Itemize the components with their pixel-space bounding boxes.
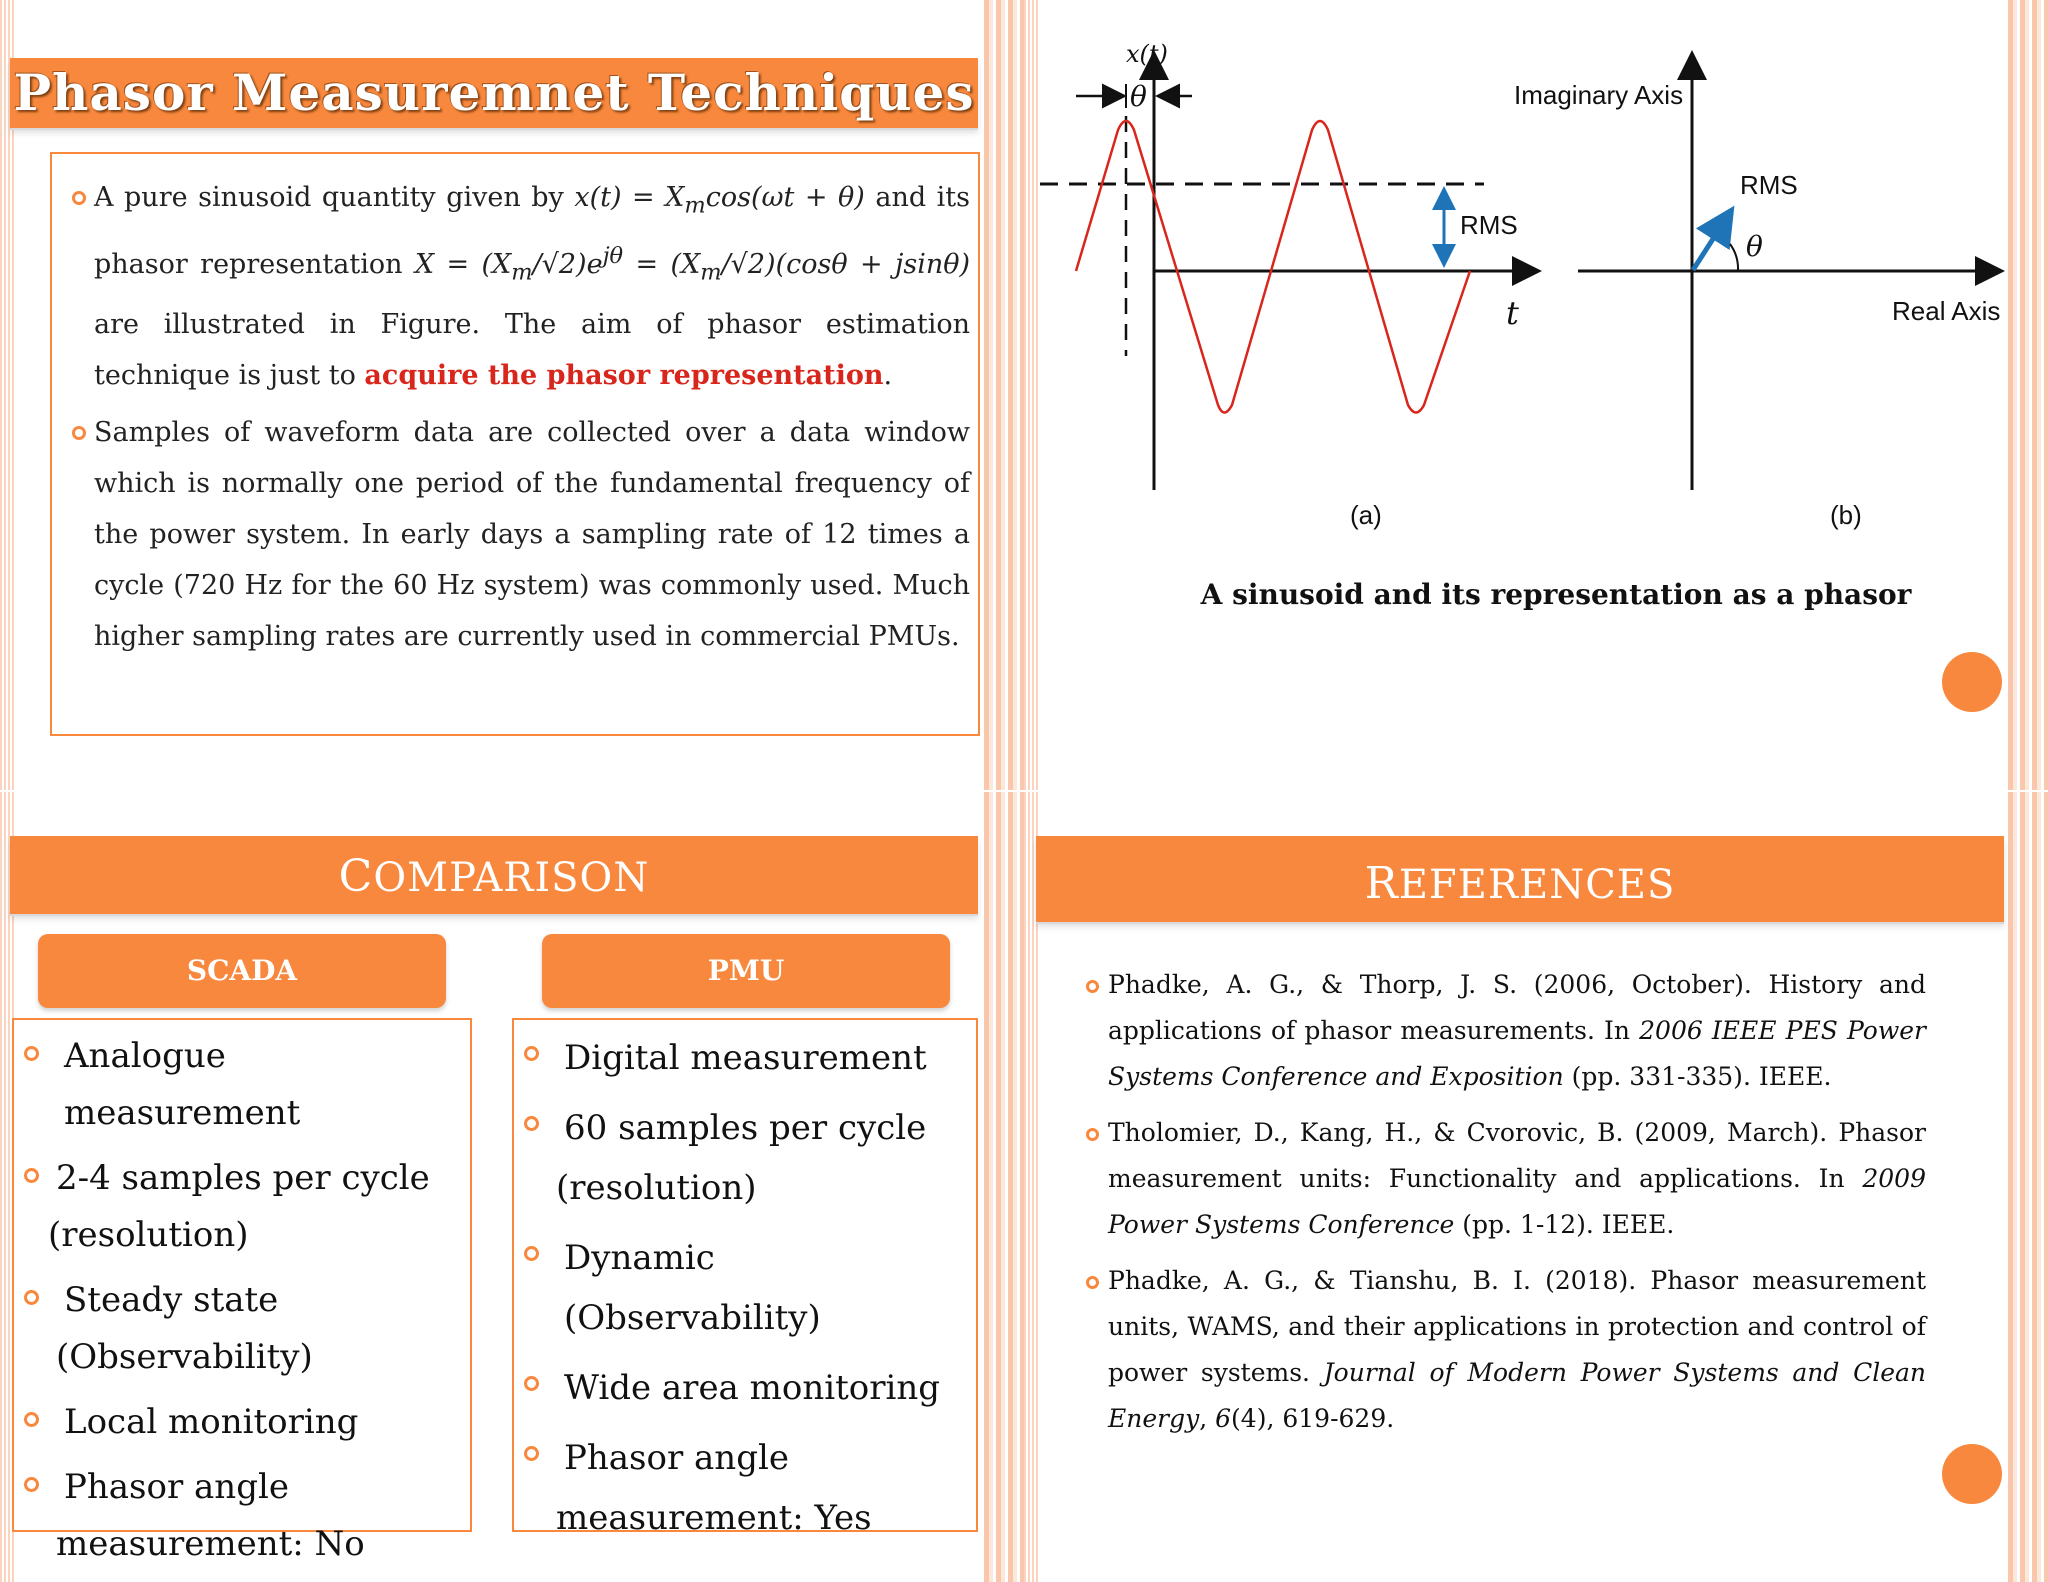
- list-item: Analogue measurement: [14, 1028, 470, 1142]
- list-item: Dynamic (Observability): [514, 1228, 976, 1348]
- list-item: Steady state (Observability): [14, 1272, 470, 1386]
- angle-arc: [1730, 244, 1738, 270]
- pmu-header: PMU: [542, 934, 950, 1008]
- rms-label-b: RMS: [1740, 170, 1798, 200]
- paragraph-text: are illustrated in Figure. The aim of phasor estimation technique is just to: [94, 308, 970, 391]
- slide-border-stripe: [2008, 792, 2048, 1582]
- formula-sinusoid: $x(t) = X_m\cos(\omega t + \theta)$: [574, 182, 865, 219]
- theta-label-b: θ: [1746, 230, 1763, 263]
- t-label: t: [1506, 294, 1519, 332]
- phasor-vector: [1693, 214, 1729, 270]
- slide-title: REFERENCES: [1364, 858, 1676, 909]
- bullet-icon: [524, 1116, 539, 1131]
- slide-title: Phasor Measuremnet Techniques: [13, 63, 975, 122]
- xt-label: x(t): [1126, 40, 1168, 68]
- highlighted-text: acquire the phasor representation: [364, 359, 884, 391]
- decorative-dot: [1942, 652, 2002, 712]
- phasor-figure: [1024, 0, 2048, 790]
- slide-border-stripe: [984, 0, 1024, 790]
- bullet-icon: [524, 1376, 539, 1391]
- slide-phasor-techniques: [0, 0, 1024, 790]
- subfigure-b-label: (b): [1830, 500, 1862, 530]
- paragraph-text: and its phasor representation: [94, 182, 971, 281]
- list-item: 2-4 samples per cycle (resolution): [14, 1150, 470, 1264]
- bullet-icon: [72, 426, 86, 440]
- bullet-icon: [24, 1477, 39, 1492]
- list-item: 60 samples per cycle (resolution): [514, 1098, 976, 1218]
- bullet-icon: [524, 1446, 539, 1461]
- imaginary-axis-label: Imaginary Axis: [1514, 80, 1684, 110]
- list-item: Phasor angle measurement: No: [14, 1459, 470, 1573]
- reference-item: Phadke, A. G., & Tianshu, B. I. (2018). Phasor measurement units, WAMS, and their applications in protection and control of power systems. Journal of Modern Power Systems and Clean Energy, 6(4), 619-629.: [1086, 1258, 1926, 1442]
- slide-title-bar: [10, 836, 978, 914]
- real-axis-label: Real Axis: [1892, 296, 2001, 326]
- reference-item: Tholomier, D., Kang, H., & Cvorovic, B. (2009, March). Phasor measurement units: Functionality and applications. In 2009 Power Systems Conference (pp. 1-12). IEEE.: [1086, 1110, 1926, 1248]
- rms-label: RMS: [1460, 210, 1518, 240]
- list-item: Wide area monitoring: [514, 1358, 976, 1418]
- bullet-paragraph: A pure sinusoid quantity given by $x(t) = X_m\cos(\omega t + \theta)$ and its phasor representation $X = (X_m/√2)e^{j\theta} = (X_m/√2)(\cos\theta + jsin\theta)$ are illustrated in Figure. The aim of phasor estimation technique is just to acquire the phasor representation.: [72, 172, 970, 401]
- slide-references: [1024, 792, 2048, 1582]
- pmu-list: [512, 1018, 978, 1538]
- bullet-icon: [24, 1168, 39, 1183]
- content-box: [50, 152, 980, 736]
- bullet-icon: [1086, 980, 1099, 993]
- theta-label: θ: [1130, 80, 1147, 113]
- bullet-icon: [72, 191, 86, 205]
- bullet-icon: [524, 1046, 539, 1061]
- subfigure-a-label: (a): [1350, 500, 1382, 530]
- list-item: Local monitoring: [14, 1394, 470, 1451]
- reference-item: Phadke, A. G., & Thorp, J. S. (2006, October). History and applications of phasor measurements. In 2006 IEEE PES Power Systems Conference and Exposition (pp. 331-335). IEEE.: [1086, 962, 1926, 1100]
- slide-border-stripe: [984, 792, 1024, 1582]
- decorative-dot: [1942, 1444, 2002, 1504]
- formula-phasor: $X = (X_m/√2)e^{j\theta} = (X_m/√2)(\cos\theta + jsin\theta)$: [414, 243, 971, 286]
- slide-comparison: [0, 792, 1024, 1582]
- reference-list: [1086, 962, 1926, 1452]
- scada-list: [12, 1018, 472, 1564]
- bullet-icon: [24, 1046, 39, 1061]
- bullet-icon: [24, 1290, 39, 1305]
- slide-phasor-figure: [1024, 0, 2048, 790]
- paragraph-text: A pure sinusoid quantity given by: [94, 182, 575, 213]
- bullet-icon: [524, 1246, 539, 1261]
- bullet-icon: [24, 1412, 39, 1427]
- scada-header: SCADA: [38, 934, 446, 1008]
- list-item: Phasor angle measurement: Yes: [514, 1428, 976, 1548]
- figure-caption: A sinusoid and its representation as a phasor: [1200, 578, 1912, 611]
- slide-title-bar: [1036, 836, 2004, 922]
- bullet-icon: [1086, 1128, 1099, 1141]
- slide-title-bar: [10, 58, 978, 128]
- bullet-icon: [1086, 1276, 1099, 1289]
- list-item: Digital measurement: [514, 1028, 976, 1088]
- sinusoid-wave: [1076, 121, 1470, 413]
- slide-title: COMPARISON: [338, 851, 650, 902]
- bullet-paragraph: [72, 407, 970, 662]
- paragraph-text: Samples of waveform data are collected over a data window which is normally one period of the fundamental frequency of the power system. In early days a sampling rate of 12 times a cycle (720 Hz for the 60 Hz system) was commonly used. Much higher sampling rates are currently used in commercial PMUs.: [94, 416, 970, 652]
